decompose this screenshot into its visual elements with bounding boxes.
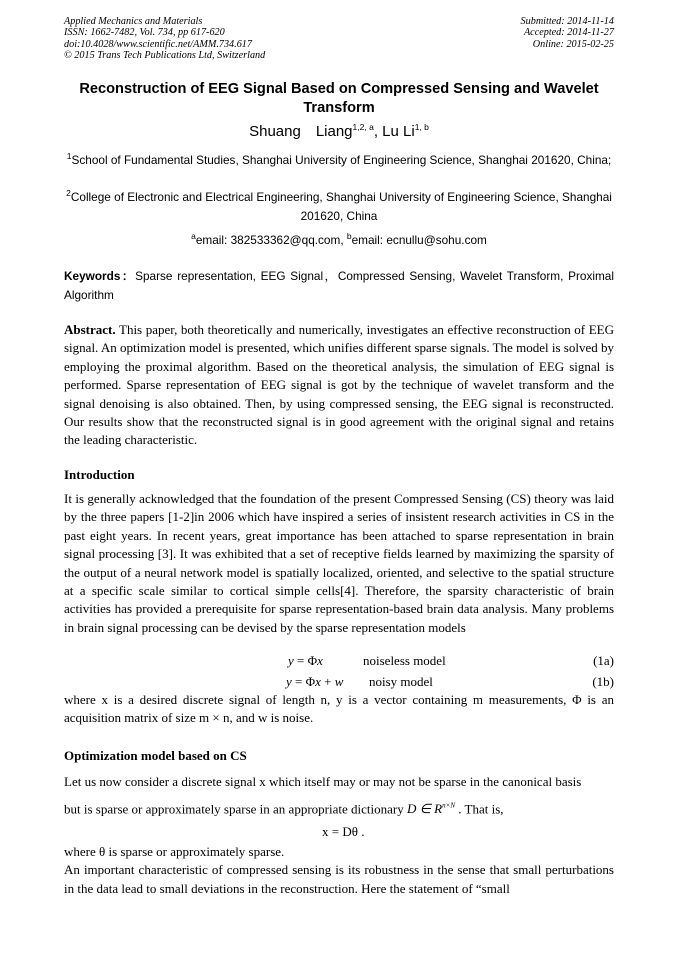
equation-1b-number: (1b) [592,674,614,689]
section-heading-introduction: Introduction [64,467,135,482]
dictionary-dims: n×N [442,802,456,810]
equation-explanation: where x is a desired discrete signal of length n, y is a vector containing m measurements, Φ is an acquisition matrix of size m × n, and w is noise. [64,692,614,726]
journal-header [64,16,265,62]
author-separator: , [373,123,383,140]
dates-header [521,16,614,50]
eq1b-lhs: y [286,674,292,689]
author-2-affil: 1, b [414,122,429,132]
accepted-date: Accepted: 2014-11-27 [523,27,614,39]
email-a: email: 382533362@qq.com, [195,233,347,247]
introduction-paragraph: It is generally acknowledged that the foundation of the present Compressed Sensing (CS) theory was laid by the three papers [1-2]in 2006 which have inspired a series of insistent research activities in CS in the past eight years. In recent years, great importance has been attached to sparse representation in brain signal processing [3]. It was exhibited that a set of receptive fields learned by maximizing the sparsity of the output of a neural network model is spatially localized, oriented, and selective to the spatial structure at a specific scale similar to cortical simple cells[4]. Therefore, the sparsity characteristic of brain activities has provided a prerequisite for sparse representation-based brain data analysis. Many problems in brain signal processing can be devised by the sparse representation models [64,491,614,635]
eq1a-op: = Φ [293,653,318,668]
optimization-paragraph-2 [64,797,614,819]
author-list [64,122,614,142]
email-b: email: ecnullu@sohu.com [351,233,487,247]
journal-doi: doi:10.4028/www.scientific.net/AMM.734.617 [64,38,252,50]
eq1b-w: w [334,674,344,689]
optimization-p2-before: but is sparse or approximately sparse in an appropriate dictionary [64,801,407,817]
journal-copyright: © 2015 Trans Tech Publications Ltd, Switzerland [64,50,266,62]
equation-1b [286,673,343,691]
equation-1a [288,652,323,670]
abstract-text: This paper, both theoretically and numerically, investigates an effective reconstruction of EEG signal. An optimization model is presented, which unifies different sparse signals. The model is solved by employing the proximal algorithm. Based on the theoretical analysis, the simulation of EEG signal is performed. Sparse representation of EEG signal is got by the technique of wavelet transform and the signal denoising is also obtained. Then, by using compressed sensing, the EEG signal is reconstructed. Our results show that the reconstructed signal is in good agreement with the original signal and retains the leading characteristic. [64,322,614,448]
optimization-p2-after: . That is, [455,801,504,817]
journal-name: Applied Mechanics and Materials [64,16,203,27]
equation-1b-description: noisy model [369,674,433,689]
affiliation-2-marker: 2 [66,188,71,199]
equation-sparse-representation: x = Dθ . [322,824,365,839]
affiliation-2 [64,188,614,226]
online-date: Online: 2015-02-25 [532,38,614,50]
abstract-label: Abstract. [64,322,116,337]
dictionary-symbol: D ∈ R [406,801,443,817]
abstract [64,321,614,450]
affiliation-2-text: College of Electronic and Electrical Engineering, Shanghai University of Engineering Science, Shanghai 201620, China [70,190,612,223]
equation-1a-number: (1a) [593,653,614,668]
optimization-paragraph-3: where θ is sparse or approximately sparse. An important characteristic of compressed sensing is its robustness in the sense that small perturbations in the data lead to small deviations in the reconstruction. Here the statement of “small [64,844,614,896]
author-1-affil: 1,2, a [352,122,374,132]
eq1b-x: x [315,674,321,689]
paper-title: Reconstruction of EEG Signal Based on Compressed Sensing and Wavelet Transform [79,81,599,116]
journal-issn: ISSN: 1662-7482, Vol. 734, pp 617-620 [64,27,225,39]
eq1a-x: x [317,653,323,668]
affiliation-1-text: School of Fundamental Studies, Shanghai University of Engineering Science, Shanghai 201620, China; [71,153,612,167]
author-emails [64,231,614,249]
optimization-paragraph-1: Let us now consider a discrete signal x which itself may or may not be sparse in the canonical basis [64,774,582,789]
submitted-date: Submitted: 2014-11-14 [520,16,614,27]
keywords-text: Sparse representation, EEG Signal，Compressed Sensing, Wavelet Transform, Proximal Algorithm [64,269,614,302]
author-1: Shuang Liang [249,123,353,140]
email-b-marker: b [346,231,352,242]
dictionary-expression [407,801,455,816]
eq1b-op: = Φ [291,674,316,689]
affiliation-1-marker: 1 [66,151,72,162]
equation-1a-description: noiseless model [363,653,446,668]
eq1a-lhs: y [288,653,294,668]
section-heading-optimization: Optimization model based on CS [64,748,247,763]
keywords [64,267,614,305]
email-a-marker: a [191,231,196,242]
keywords-label: Keywords： [64,269,136,283]
affiliation-1 [64,151,614,170]
author-2: Lu Li [382,123,415,140]
eq1b-plus: + [320,674,335,689]
